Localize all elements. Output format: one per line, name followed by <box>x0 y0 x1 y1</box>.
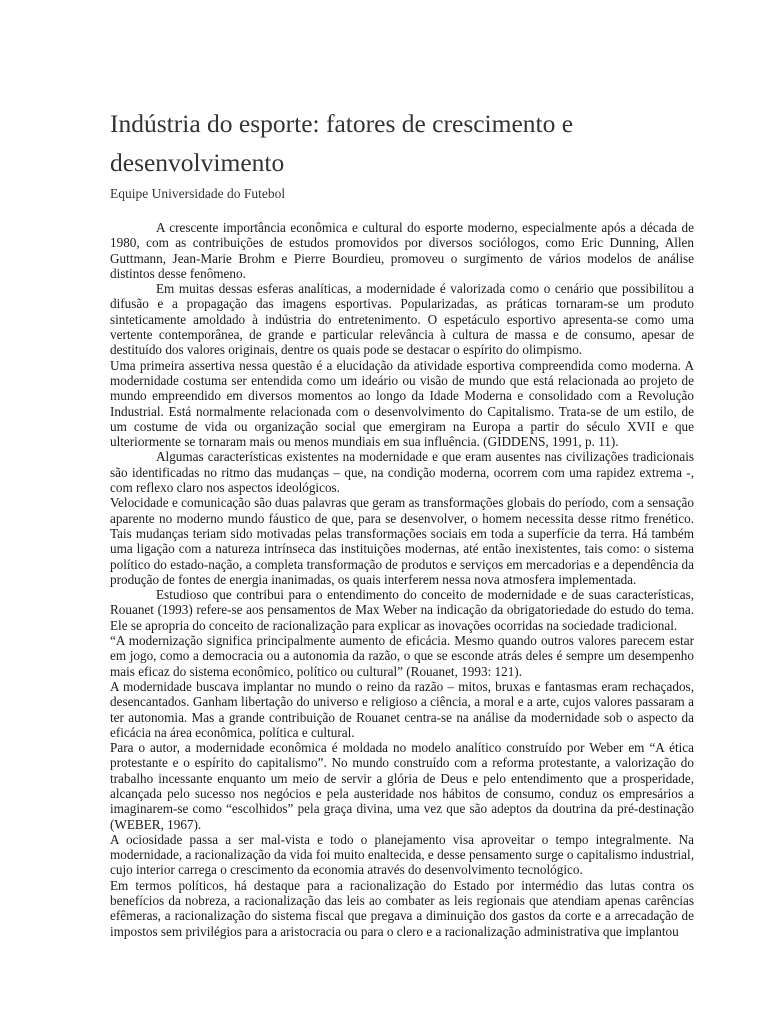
paragraph: Para o autor, a modernidade econômica é moldada no modelo analítico construído por Weber em “A ética protestante e o espírito do capitalismo”. No mundo construído com a reforma protestante, a valorização do trabalho incessante enquanto um meio de servir a glória de Deus e pelo entendimento que a prosperidade, alcançada pelo sucesso nos negócios e pela austeridade nos hábitos de consumo, conduz os empresários a imaginarem-se como “escolhidos” pela graça divina, uma vez que são adeptos da doutrina da pré-destinação (WEBER, 1967). <box>110 740 694 832</box>
paragraph: A modernidade buscava implantar no mundo o reino da razão – mitos, bruxas e fantasmas eram rechaçados, desencantados. Ganham libertação do universo e religioso a ciência, a moral e a arte, cujos valores passaram a ter autonomia. Mas a grande contribuição de Rouanet centra-se na análise da modernidade sob o aspecto da eficácia na área econômica, política e cultural. <box>110 678 694 740</box>
paragraph: Em muitas dessas esferas analíticas, a modernidade é valorizada como o cenário que possibilitou a difusão e a propagação das imagens esportivas. Popularizadas, as práticas tornaram-se um produto sinteticamente amoldado à indústria do entretenimento. O espetáculo esportivo apresenta-se como uma vertente contemporânea, de grande e particular relevância à cultura de massa e de consumo, apesar de destituído dos valores originais, dentre os quais pode se destacar o espírito do olimpismo. <box>110 281 694 358</box>
paragraph: Uma primeira assertiva nessa questão é a elucidação da atividade esportiva compreendida como moderna. A modernidade costuma ser entendida como um ideário ou visão de mundo que está relacionada ao projeto de mundo empreendido em diversos momentos ao longo da Idade Moderna e consolidado com a Revolução Industrial. Está normalmente relacionada com o desenvolvimento do Capitalismo. Trata-se de um estilo, de um costume de vida ou organização social que emergiram na Europa a partir do século XVII e que ulteriormente se tornaram mais ou menos mundiais em sua influência. (GIDDENS, 1991, p. 11). <box>110 357 694 450</box>
paragraph: Algumas características existentes na modernidade e que eram ausentes nas civilizações tradicionais são identificadas no ritmo das mudanças – que, na condição moderna, ocorrem com uma rapidez extrema -, com reflexo claro nos aspectos ideológicos. <box>110 449 694 496</box>
paragraph: A ociosidade passa a ser mal-vista e todo o planejamento visa aproveitar o tempo integralmente. Na modernidade, a racionalização da vida foi muito enaltecida, e desse pensamento surge o capitalismo industrial, cujo interior carrega o crescimento da economia através do desenvolvimento tecnológico. <box>110 831 694 878</box>
document-author: Equipe Universidade do Futebol <box>110 186 286 201</box>
paragraph: A crescente importância econômica e cultural do esporte moderno, especialmente após a década de 1980, com as contribuições de estudos promovidos por diversos sociólogos, como Eric Dunning, Allen Guttmann, Jean-Marie Brohm e Pierre Bourdieu, promoveu o surgimento de vários modelos de análise distintos desse fenômeno. <box>110 220 694 281</box>
document-body <box>110 220 694 939</box>
quotation: “A modernização significa principalmente aumento de eficácia. Mesmo quando outros valores parecem estar em jogo, como a democracia ou a autonomia da razão, o que se esconde atrás deles é sempre um desempenho mais eficaz do sistema econômico, político ou cultural” (Rouanet, 1993: 121). <box>110 633 694 679</box>
paragraph: Em termos políticos, há destaque para a racionalização do Estado por intermédio das lutas contra os benefícios da nobreza, a racionalização das leis ao combater as leis regionais que atendiam apenas carências efêmeras, a racionalização do sistema fiscal que pregava a diminuição dos gastos da corte e a arrecadação de impostos sem privilégios para a aristocracia ou para o clero e a racionalização administrativa que implantou <box>110 877 694 939</box>
paragraph: Velocidade e comunicação são duas palavras que geram as transformações globais do período, com a sensação aparente no moderno mundo fáustico de que, para se desenvolver, o homem necessita desse ritmo frenético. Tais mudanças teriam sido motivadas pelas transformações sociais em toda a superfície da terra. Há também uma ligação com a natureza intrínseca das instituições modernas, até então inexistentes, tais como: o sistema político do estado-nação, a completa transformação de produtos e serviços em mercadorias e a dependência da produção de fontes de energia inanimadas, os quais interferem nessa nova atmosfera implementada. <box>110 495 694 587</box>
paragraph: Estudioso que contribui para o entendimento do conceito de modernidade e de suas características, Rouanet (1993) refere-se aos pensamentos de Max Weber na indicação da obrigatoriedade do estudo do tema. Ele se apropria do conceito de racionalização para explicar as inovações ocorridas na sociedade tradicional. <box>110 587 694 633</box>
document-title: Indústria do esporte: fatores de crescimento e desenvolvimento <box>110 109 574 177</box>
